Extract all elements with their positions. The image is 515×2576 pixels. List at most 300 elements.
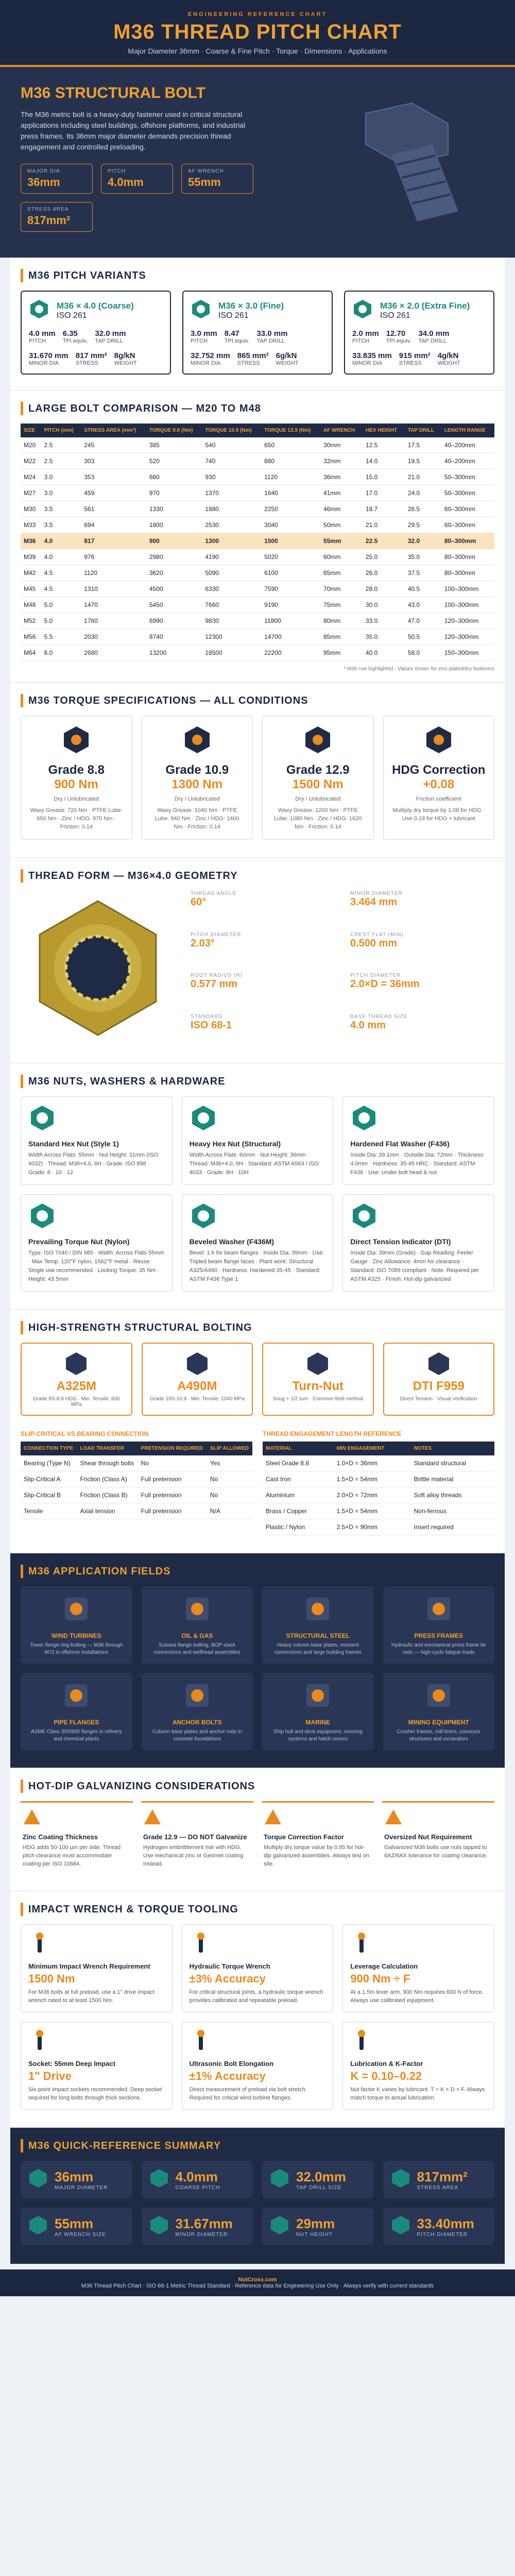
bolt-icon bbox=[63, 1351, 89, 1379]
chip-value: 55mm bbox=[188, 176, 221, 189]
section-title: IMPACT WRENCH & TORQUE TOOLING bbox=[28, 1903, 238, 1915]
hex-nut-icon bbox=[29, 299, 49, 322]
table-cell: M33 bbox=[21, 517, 41, 533]
application-icon bbox=[302, 1680, 333, 1714]
bolt-icon bbox=[426, 1351, 452, 1379]
table-row bbox=[21, 437, 494, 453]
chip-label: MAJOR DIA bbox=[27, 168, 60, 174]
table-cell: 4.5 bbox=[41, 581, 81, 597]
table-row bbox=[21, 517, 494, 533]
table-cell: 75mm bbox=[320, 597, 363, 613]
table-cell: Slip-Critical B bbox=[21, 1487, 77, 1503]
table-cell: 4190 bbox=[202, 549, 261, 565]
hardware-section bbox=[10, 1063, 505, 1310]
table-note: * M36 row highlighted · Values shown for zinc-plated/dry fasteners bbox=[344, 666, 494, 672]
page-footer bbox=[0, 2269, 515, 2296]
quickref-value: 32.0mm bbox=[296, 2168, 346, 2184]
geometry-item bbox=[350, 891, 494, 923]
structural-grade: A490M bbox=[177, 1379, 217, 1393]
quickref-value: 55mm bbox=[55, 2215, 94, 2231]
table-cell: 2250 bbox=[261, 501, 320, 517]
footer-text: M36 Thread Pitch Chart · ISO 68-1 Metric Thread Standard · Reference data for Engineering Use Only · Always verify with current standards bbox=[81, 2283, 434, 2289]
table-cell: 6100 bbox=[261, 565, 320, 581]
table-row bbox=[21, 1503, 252, 1519]
application-card bbox=[21, 1586, 132, 1664]
quickref-cards bbox=[10, 2161, 505, 2259]
column-header: TORQUE 10.9 (Nm) bbox=[202, 423, 261, 437]
geometry-value: 0.577 mm bbox=[191, 978, 238, 990]
table-cell: 7590 bbox=[261, 581, 320, 597]
footer-brand[interactable]: NutCross.com bbox=[238, 2277, 277, 2283]
stat-label: WEIGHT bbox=[114, 360, 137, 366]
torque-desc: Waxy Grease: 1040 Nm · PTFE Lube: 940 Nm · Zinc / HDG: 1400 Nm · Friction: 0.14 bbox=[154, 807, 239, 830]
geometry-value: ISO 68-1 bbox=[191, 1019, 232, 1031]
hardware-desc: Width Across Flats: 60mm · Nut Height: 36mm · Thread: M36×4.0, 6H · Standard: ASTM A563 / ISO 4033 · Grade: 8H · 10H bbox=[189, 1152, 319, 1176]
warning-icon bbox=[23, 1808, 41, 1829]
geometry-label: PITCH DIAMETER bbox=[350, 973, 401, 978]
table-cell: 50.5 bbox=[405, 629, 441, 645]
table-row bbox=[21, 597, 494, 613]
applications-section bbox=[10, 1553, 505, 1768]
stat bbox=[237, 351, 269, 366]
variant-card bbox=[21, 291, 171, 375]
table-cell: 1300 bbox=[202, 533, 261, 549]
hero-chip bbox=[181, 164, 253, 194]
galvanizing-card bbox=[21, 1801, 133, 1873]
table-cell: 80–300mm bbox=[441, 565, 494, 581]
stat-label: MINOR DIA bbox=[191, 360, 221, 366]
variant-cards bbox=[10, 291, 505, 385]
application-icon bbox=[182, 1680, 213, 1714]
variant-name: M36 × 2.0 (Extra Fine) bbox=[380, 300, 470, 311]
table-cell: 30mm bbox=[320, 437, 363, 453]
tooling-title: Socket: 55mm Deep Impact bbox=[28, 2060, 116, 2067]
geometry-value: 2.03° bbox=[191, 937, 215, 949]
table-cell: 12300 bbox=[202, 629, 261, 645]
column-header: MIN ENGAGEMENT bbox=[334, 1442, 411, 1455]
galvanizing-cards bbox=[10, 1801, 505, 1886]
variant-stats bbox=[352, 329, 486, 344]
hardware-name: Hardened Flat Washer (F436) bbox=[350, 1140, 450, 1148]
table-cell: 11800 bbox=[261, 613, 320, 629]
bolt-icon bbox=[269, 2215, 290, 2238]
table-cell: 1.5×D = 54mm bbox=[334, 1471, 411, 1487]
quickref-value: 4.0mm bbox=[175, 2168, 218, 2184]
tooling-value: 1500 Nm bbox=[28, 1972, 75, 1985]
hero-chips bbox=[21, 164, 278, 232]
variant-stats bbox=[191, 351, 324, 366]
hardware-card bbox=[182, 1096, 334, 1185]
table-cell: 660 bbox=[146, 469, 202, 485]
hero-body: The M36 metric bolt is a heavy-duty fastener used in critical structural applications including steel buildings, offshore platforms, and industrial press frames. Its 36mm major diameter demands precision thread engagement and controlled preloading. bbox=[21, 110, 246, 151]
galvanizing-desc: Multiply dry torque value by 0.95 for hot-dip galvanized assemblies. Always test on site. bbox=[264, 1844, 369, 1867]
table-cell: M27 bbox=[21, 485, 41, 501]
table-cell: 28.0 bbox=[363, 581, 405, 597]
application-desc: Heavy column base plates, moment connections and large building frames bbox=[274, 1642, 362, 1655]
structural-card bbox=[262, 1343, 374, 1416]
table-cell: 150–300mm bbox=[441, 645, 494, 661]
geometry-value: 0.500 mm bbox=[350, 937, 398, 949]
application-desc: Tower flange ring bolting — M36 through M72 in offshore installations bbox=[30, 1642, 123, 1655]
stat-label: MINOR DIA bbox=[29, 360, 59, 366]
bolt-head-icon bbox=[61, 724, 92, 758]
stat-label: WEIGHT bbox=[276, 360, 299, 366]
structural-section bbox=[10, 1310, 505, 1553]
wrench-icon bbox=[190, 1932, 212, 1957]
quickref-text bbox=[417, 2169, 468, 2191]
warning-icon bbox=[264, 1808, 282, 1829]
table-cell: 55mm bbox=[320, 533, 363, 549]
comparison-section bbox=[10, 391, 505, 683]
geometry-item bbox=[191, 1014, 335, 1046]
column-header: STRESS AREA (mm²) bbox=[81, 423, 146, 437]
table-cell: M48 bbox=[21, 597, 41, 613]
table-cell: 120–300mm bbox=[441, 613, 494, 629]
table-row bbox=[21, 501, 494, 517]
quickref-label: MINOR DIAMETER bbox=[175, 2231, 228, 2238]
table-cell: 12.5 bbox=[363, 437, 405, 453]
table-row bbox=[21, 1471, 252, 1487]
hero-chip bbox=[101, 164, 173, 194]
stat bbox=[438, 351, 460, 366]
column-header: LOAD TRANSFER bbox=[77, 1442, 138, 1455]
table-cell: 2.5 bbox=[41, 437, 81, 453]
geometry-label: THREAD ANGLE bbox=[191, 891, 237, 896]
variant-stats bbox=[29, 329, 163, 344]
stat-label: TAP DRILL bbox=[418, 338, 447, 344]
table-cell: 26.0 bbox=[363, 565, 405, 581]
table-cell: N/A bbox=[207, 1503, 252, 1519]
table-cell: Friction (Class A) bbox=[77, 1471, 138, 1487]
galvanizing-desc: Galvanized M36 bolts use nuts tapped to 6AZ/6AX tolerance for coating clearance. bbox=[384, 1844, 488, 1859]
hardware-name: Standard Hex Nut (Style 1) bbox=[28, 1140, 119, 1148]
tooling-card bbox=[342, 2022, 494, 2110]
bolt-icon bbox=[269, 2168, 290, 2191]
tooling-value: ±1% Accuracy bbox=[189, 2070, 266, 2082]
hero-chip bbox=[21, 202, 93, 232]
stat-value: 32.0 mm bbox=[95, 329, 126, 338]
table-cell: 1370 bbox=[202, 485, 261, 501]
torque-card bbox=[262, 716, 374, 840]
table-cell: Full pretension bbox=[138, 1471, 207, 1487]
hex-nut-icon bbox=[352, 299, 373, 322]
table-cell: 1120 bbox=[261, 469, 320, 485]
stat-label: STRESS bbox=[399, 360, 422, 366]
torque-card bbox=[383, 716, 495, 840]
quickref-card bbox=[262, 2208, 374, 2245]
stat-value: 6.35 bbox=[62, 329, 78, 338]
tooling-card bbox=[21, 2022, 173, 2110]
structural-card bbox=[383, 1343, 495, 1416]
section-title: M36 QUICK-REFERENCE SUMMARY bbox=[28, 2140, 221, 2151]
geometry-label: STANDARD bbox=[191, 1013, 223, 1020]
quickref-card bbox=[262, 2161, 374, 2198]
table-cell: Bearing (Type N) bbox=[21, 1455, 77, 1471]
column-header: LENGTH RANGE bbox=[441, 423, 494, 437]
table-cell: M52 bbox=[21, 613, 41, 629]
stat-label: PITCH bbox=[29, 338, 46, 344]
table-cell: 976 bbox=[81, 549, 146, 565]
table-cell: 40–200mm bbox=[441, 437, 494, 453]
torque-value: 900 Nm bbox=[54, 777, 98, 791]
table-cell: 1800 bbox=[146, 517, 202, 533]
table-cell: 7660 bbox=[202, 597, 261, 613]
section-title: THREAD FORM — M36×4.0 GEOMETRY bbox=[28, 870, 238, 882]
table-cell: 43.0 bbox=[405, 597, 441, 613]
table-row bbox=[21, 645, 494, 661]
table-cell: 817 bbox=[81, 533, 146, 549]
table-cell: 2680 bbox=[81, 645, 146, 661]
galvanizing-section bbox=[10, 1768, 505, 1891]
table-cell: 9830 bbox=[202, 613, 261, 629]
stat-value: 34.0 mm bbox=[418, 329, 450, 338]
geometry-label: CREST FLAT (MIN) bbox=[350, 931, 404, 938]
table-cell: 14.0 bbox=[363, 453, 405, 469]
stat-label: TPI equiv. bbox=[62, 338, 88, 344]
chip-label: STRESS AREA bbox=[27, 207, 69, 212]
application-title: ANCHOR BOLTS bbox=[172, 1719, 222, 1726]
table-cell: 1.5×D = 54mm bbox=[334, 1503, 411, 1519]
table-cell: 32mm bbox=[320, 453, 363, 469]
table-cell: 5090 bbox=[202, 565, 261, 581]
quickref-card bbox=[383, 2161, 495, 2198]
table-cell: 35.0 bbox=[405, 549, 441, 565]
stat-value: 4g/kN bbox=[437, 351, 459, 360]
galvanizing-card bbox=[382, 1801, 494, 1873]
table-cell: 25.0 bbox=[363, 549, 405, 565]
quickref-label: COARSE PITCH bbox=[175, 2184, 220, 2191]
quickref-label: AF WRENCH SIZE bbox=[55, 2231, 106, 2238]
stat bbox=[352, 329, 379, 344]
tooling-card bbox=[182, 1924, 334, 2012]
table-cell: M45 bbox=[21, 581, 41, 597]
table-cell: M30 bbox=[21, 501, 41, 517]
table-cell: 6990 bbox=[146, 613, 202, 629]
table-cell: 60–300mm bbox=[441, 517, 494, 533]
table-cell: 36mm bbox=[320, 469, 363, 485]
table-cell: 1880 bbox=[202, 501, 261, 517]
application-card bbox=[142, 1586, 253, 1664]
quickref-section bbox=[10, 2128, 505, 2264]
table-cell: M42 bbox=[21, 565, 41, 581]
variant-tag: ISO 261 bbox=[57, 311, 87, 320]
column-header: PITCH (mm) bbox=[41, 423, 81, 437]
stat bbox=[29, 329, 56, 344]
table-cell: 1500 bbox=[261, 533, 320, 549]
stat-value: 4.0 mm bbox=[29, 329, 56, 338]
variant-title-wrap bbox=[218, 301, 284, 320]
table-cell: 2.5 bbox=[41, 453, 81, 469]
wrench-icon bbox=[28, 2029, 51, 2055]
table-cell: 930 bbox=[202, 469, 261, 485]
bolt-icon bbox=[184, 1351, 210, 1379]
table-cell: M64 bbox=[21, 645, 41, 661]
table-cell: 50–300mm bbox=[441, 485, 494, 501]
wrench-icon bbox=[190, 2029, 212, 2055]
table-cell: 40.0 bbox=[363, 645, 405, 661]
table-cell: 1760 bbox=[81, 613, 146, 629]
table-cell: No bbox=[207, 1487, 252, 1503]
table-cell: 58.0 bbox=[405, 645, 441, 661]
table-cell: 5.0 bbox=[41, 613, 81, 629]
torque-sub: Dry / Unlubricated bbox=[295, 796, 341, 802]
hardware-desc: Bevel: 1:6 for beam flanges · Inside Dia: 39mm · Use: Tripled beam flange faces · Plant work: Structural A325/A490 · Hardness: Hardened 35-45 · Standard: ASTM F436 Type 1 bbox=[189, 1250, 324, 1282]
table-cell: Insert required bbox=[411, 1519, 494, 1535]
structural-desc: Direct Tension · Visual verification bbox=[400, 1396, 477, 1402]
wrench-icon bbox=[350, 2029, 373, 2055]
table-cell: 26.5 bbox=[405, 501, 441, 517]
galvanizing-title: Oversized Nut Requirement bbox=[384, 1833, 472, 1841]
quickref-value: 36mm bbox=[55, 2168, 94, 2184]
torque-grade: Grade 12.9 bbox=[286, 763, 350, 777]
structural-card bbox=[21, 1343, 132, 1416]
table-cell: 35.0 bbox=[363, 629, 405, 645]
stat bbox=[399, 351, 431, 366]
tooling-cards bbox=[10, 1924, 505, 2122]
variant-card bbox=[182, 291, 333, 375]
engagement-title: THREAD ENGAGEMENT LENGTH REFERENCE bbox=[263, 1430, 402, 1437]
tooling-desc: For M36 bolts at full preload, use a 1" drive impact wrench rated to at least 1500 Nm. bbox=[28, 1989, 154, 2004]
application-desc: Subsea flange bolting, BOP stack connections and wellhead assemblies bbox=[153, 1642, 241, 1655]
table-cell: 21.0 bbox=[405, 469, 441, 485]
geometry-label: BASE THREAD SIZE bbox=[350, 1013, 408, 1020]
geometry-value: 4.0 mm bbox=[350, 1019, 386, 1031]
column-header: TORQUE 12.9 (Nm) bbox=[261, 423, 320, 437]
quickref-value: 31.67mm bbox=[175, 2215, 233, 2231]
stat bbox=[191, 351, 230, 366]
section-title: LARGE BOLT COMPARISON — M20 TO M48 bbox=[28, 402, 261, 414]
hardware-name: Direct Tension Indicator (DTI) bbox=[350, 1238, 451, 1246]
application-card bbox=[262, 1673, 374, 1750]
table-cell: 120–300mm bbox=[441, 629, 494, 645]
hardware-desc: Width Across Flats: 55mm · Nut Height: 31mm (ISO 4032) · Thread: M36×4.0, 6H · Grade: ISO 898 · Grade: 8 · 10 · 12 bbox=[28, 1152, 158, 1176]
column-header: AF WRENCH bbox=[320, 423, 363, 437]
hardware-name: Heavy Hex Nut (Structural) bbox=[189, 1140, 281, 1148]
table-cell: 5.5 bbox=[41, 629, 81, 645]
table-cell: 740 bbox=[202, 453, 261, 469]
stat-value: 8g/kN bbox=[114, 351, 135, 360]
variant-tag: ISO 261 bbox=[380, 311, 410, 320]
table-cell: 694 bbox=[81, 517, 146, 533]
stat-label: PITCH bbox=[352, 338, 369, 344]
quickref-text bbox=[55, 2169, 108, 2191]
table-cell: Plastic / Nylon bbox=[263, 1519, 334, 1535]
galvanizing-card bbox=[141, 1801, 253, 1873]
chip-label: AF WRENCH bbox=[188, 168, 224, 174]
geometry-item bbox=[350, 973, 494, 1005]
structural-desc: Grade 10S-10.9 · Min. Tensile: 1040 MPa bbox=[149, 1396, 245, 1402]
column-header: NOTES bbox=[411, 1442, 494, 1455]
variant-stats bbox=[191, 329, 324, 344]
application-desc: Crusher frames, mill liners, conveyor structures and excavators bbox=[397, 1729, 480, 1742]
column-header: PRETENSION REQUIRED bbox=[138, 1442, 207, 1455]
stat-value: 32.752 mm bbox=[191, 351, 230, 360]
table-cell: 60–300mm bbox=[441, 501, 494, 517]
table-cell: 880 bbox=[261, 453, 320, 469]
table-cell: 50–300mm bbox=[441, 469, 494, 485]
galvanizing-card bbox=[262, 1801, 374, 1873]
table-cell: 14700 bbox=[261, 629, 320, 645]
table-cell: Tensile bbox=[21, 1503, 77, 1519]
stat-label: TPI equiv. bbox=[224, 338, 250, 344]
hardware-card bbox=[342, 1194, 494, 1292]
table-cell: 40.5 bbox=[405, 581, 441, 597]
application-title: OIL & GAS bbox=[181, 1632, 213, 1639]
table-cell: 6.0 bbox=[41, 645, 81, 661]
application-icon bbox=[182, 1594, 213, 1627]
geometry-item bbox=[191, 891, 335, 923]
table-cell: 47.0 bbox=[405, 613, 441, 629]
section-title: M36 NUTS, WASHERS & HARDWARE bbox=[28, 1075, 226, 1087]
hero-chip bbox=[21, 164, 93, 194]
chip-label: PITCH bbox=[108, 168, 126, 174]
table-cell: 5.0 bbox=[41, 597, 81, 613]
variants-section bbox=[10, 258, 505, 391]
application-title: STRUCTURAL STEEL bbox=[286, 1632, 350, 1639]
hardware-card bbox=[21, 1194, 173, 1292]
geometry-value: 3.464 mm bbox=[350, 896, 398, 908]
table-cell: No bbox=[207, 1471, 252, 1487]
bolt-icon bbox=[28, 2215, 48, 2238]
chip-value: 36mm bbox=[27, 176, 60, 189]
stat bbox=[225, 329, 250, 344]
column-header: MATERIAL bbox=[263, 1442, 334, 1455]
stat-value: 33.0 mm bbox=[256, 329, 288, 338]
table-cell: 900 bbox=[146, 533, 202, 549]
chip-value: 817mm² bbox=[27, 214, 71, 227]
geometry-item bbox=[350, 1014, 494, 1046]
variant-head bbox=[352, 299, 486, 322]
table-cell: 65mm bbox=[320, 565, 363, 581]
bolt-icon bbox=[305, 1351, 331, 1379]
table-row bbox=[263, 1455, 494, 1471]
geometry-item bbox=[191, 932, 335, 964]
table-row bbox=[21, 485, 494, 501]
torque-grade: Grade 10.9 bbox=[165, 763, 229, 777]
variant-title-wrap bbox=[57, 301, 134, 320]
table-cell: 37.5 bbox=[405, 565, 441, 581]
nut-icon bbox=[350, 1104, 378, 1134]
table-cell: 385 bbox=[146, 437, 202, 453]
tooling-title: Minimum Impact Wrench Requirement bbox=[28, 1962, 150, 1970]
table-cell: 80–300mm bbox=[441, 549, 494, 565]
nut-icon bbox=[190, 1202, 217, 1232]
table-row bbox=[21, 565, 494, 581]
stat-label: PITCH bbox=[191, 338, 208, 344]
table-cell: 85mm bbox=[320, 629, 363, 645]
table-cell: 245 bbox=[81, 437, 146, 453]
tooling-title: Ultrasonic Bolt Elongation bbox=[189, 2060, 273, 2067]
table-row bbox=[21, 581, 494, 597]
column-header: HEX HEIGHT bbox=[363, 423, 405, 437]
table-cell: 1330 bbox=[146, 501, 202, 517]
table-cell: 50mm bbox=[320, 517, 363, 533]
stat-label: TAP DRILL bbox=[95, 338, 124, 344]
page-header bbox=[0, 0, 515, 67]
torque-sub: Dry / Unlubricated bbox=[174, 796, 220, 802]
torque-value: +0.08 bbox=[423, 777, 455, 791]
structural-card bbox=[142, 1343, 253, 1416]
tooling-value: K = 0.10–0.22 bbox=[350, 2070, 422, 2082]
bolt-icon bbox=[28, 2168, 48, 2191]
hardware-desc: Type: ISO 7040 / DIN 985 · Width: Across Flats 55mm · Max Temp: 120°F nylon, 1562°F metal · Reuse: Single use recommended · Locking Torque: 35 Nm · Height: 43.5mm bbox=[28, 1250, 164, 1282]
table-cell: 561 bbox=[81, 501, 146, 517]
application-title: WIND TURBINES bbox=[51, 1632, 101, 1639]
torque-sub: Friction coefficient bbox=[416, 796, 461, 802]
variant-name: M36 × 4.0 (Coarse) bbox=[57, 300, 134, 311]
stat-label: TAP DRILL bbox=[256, 338, 285, 344]
table-cell: 19.5 bbox=[405, 453, 441, 469]
